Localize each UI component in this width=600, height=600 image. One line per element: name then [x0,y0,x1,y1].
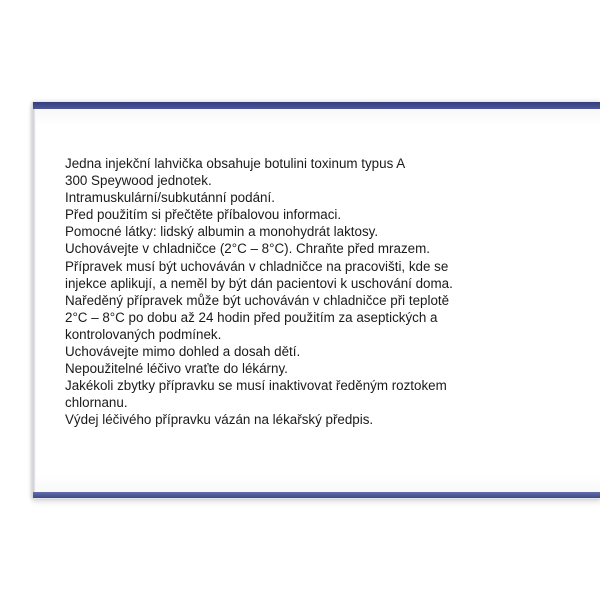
bottom-blue-band [33,492,600,498]
label-line: Jakékoli zbytky přípravku se musí inaktivovat ředěným roztokem [65,378,447,394]
label-line: Nepoužitelné léčivo vraťte do lékárny. [65,361,288,377]
label-line: Intramuskulární/subkutánní podání. [65,190,275,206]
label-line: Uchovávejte v chladničce (2°C – 8°C). Chraňte před mrazem. [65,241,430,257]
label-line: kontrolovaných podmínek. [65,326,222,342]
label-line: 2°C – 8°C po dobu až 24 hodin před použitím za aseptických a [65,309,438,325]
label-line: Před použitím si přečtěte příbalovou informaci. [65,207,342,223]
top-blue-band [33,102,600,109]
label-line: Výdej léčivého přípravku vázán na lékařský předpis. [65,412,374,428]
box-left-edge [33,109,36,492]
label-line: Pomocné látky: lidský albumin a monohydrát laktosy. [65,224,379,240]
package-label-text [65,155,515,429]
label-line: chlornanu. [65,395,128,411]
label-line: Přípravek musí být uchováván v chladničce na pracovišti, kde se [65,258,449,274]
label-line: Uchovávejte mimo dohled a dosah dětí. [65,344,301,360]
label-line: 300 Speywood jednotek. [65,173,212,189]
label-line: injekce aplikují, a neměl by být dán pacientovi k uschování doma. [65,275,453,291]
label-line: Naředěný přípravek může být uchováván v chladničce při teplotě [65,292,450,308]
package-box-face [32,102,600,499]
label-line: Jedna injekční lahvička obsahuje botulini toxinum typus A [65,156,406,171]
